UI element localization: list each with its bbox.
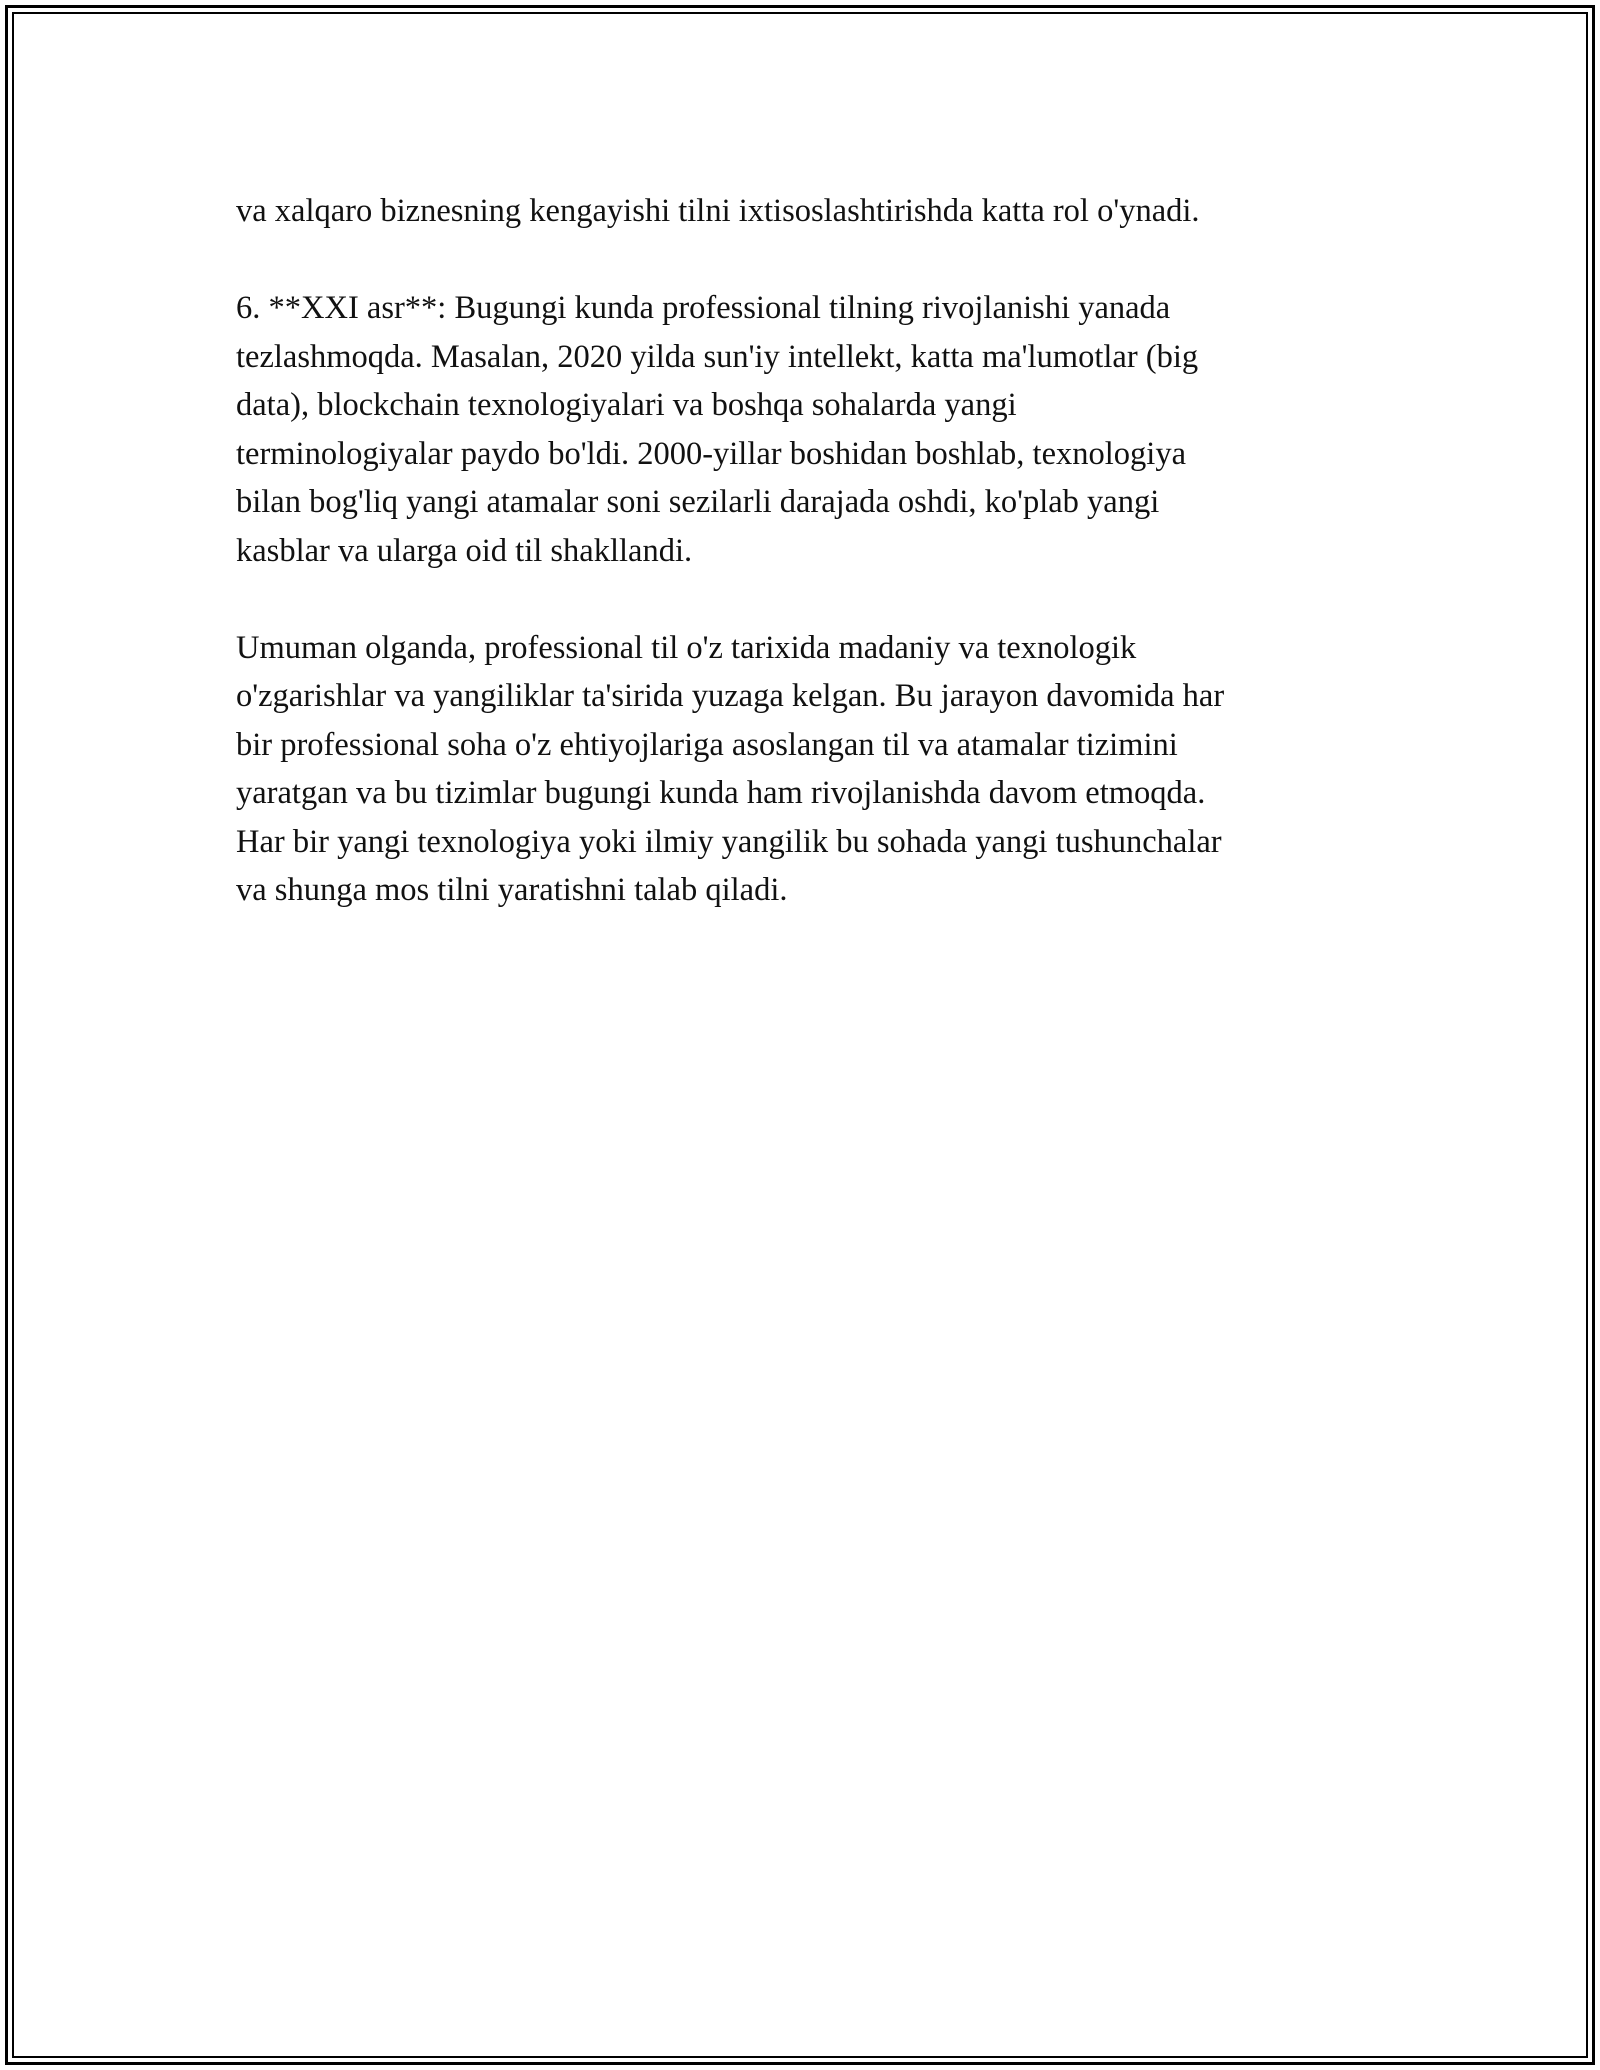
text-line: Har bir yangi texnologiya yoki ilmiy yangilik bu sohada yangi tushunchalar (236, 823, 1222, 860)
text-line: tezlashmoqda. Masalan, 2020 yilda sun'iy intellekt, katta ma'lumotlar (big (236, 338, 1199, 375)
text-line: bilan bog'liq yangi atamalar soni sezilarli darajada oshdi, ko'plab yangi (236, 484, 1160, 520)
text-line: Umuman olganda, professional til o'z tarixida madaniy va texnologik (236, 629, 1137, 666)
text-line: 6. **XXI asr**: Bugungi kunda professional tilning rivojlanishi yanada (236, 290, 1171, 326)
paragraph-continuation (236, 187, 1366, 236)
text-line: terminologiyalar paydo bo'ldi. 2000-yillar boshidan boshlab, texnologiya (236, 435, 1186, 472)
text-line: va shunga mos tilni yaratishni talab qiladi. (236, 872, 788, 908)
text-line: bir professional soha o'z ehtiyojlariga asoslangan til va atamalar tizimini (236, 726, 1178, 763)
text-line: data), blockchain texnologiyalari va boshqa sohalarda yangi (236, 387, 1017, 423)
document-body (236, 187, 1366, 915)
text-line: kasblar va ularga oid til shakllandi. (236, 532, 693, 569)
paragraph-conclusion (236, 624, 1366, 915)
text-line: yaratgan va bu tizimlar bugungi kunda ham rivojlanishda davom etmoqda. (236, 775, 1206, 811)
text-line: o'zgarishlar va yangiliklar ta'sirida yuzaga kelgan. Bu jarayon davomida har (236, 678, 1225, 714)
paragraph-21st-century (236, 284, 1366, 575)
text-line: va xalqaro biznesning kengayishi tilni ixtisoslashtirishda katta rol o'ynadi. (236, 193, 1200, 229)
